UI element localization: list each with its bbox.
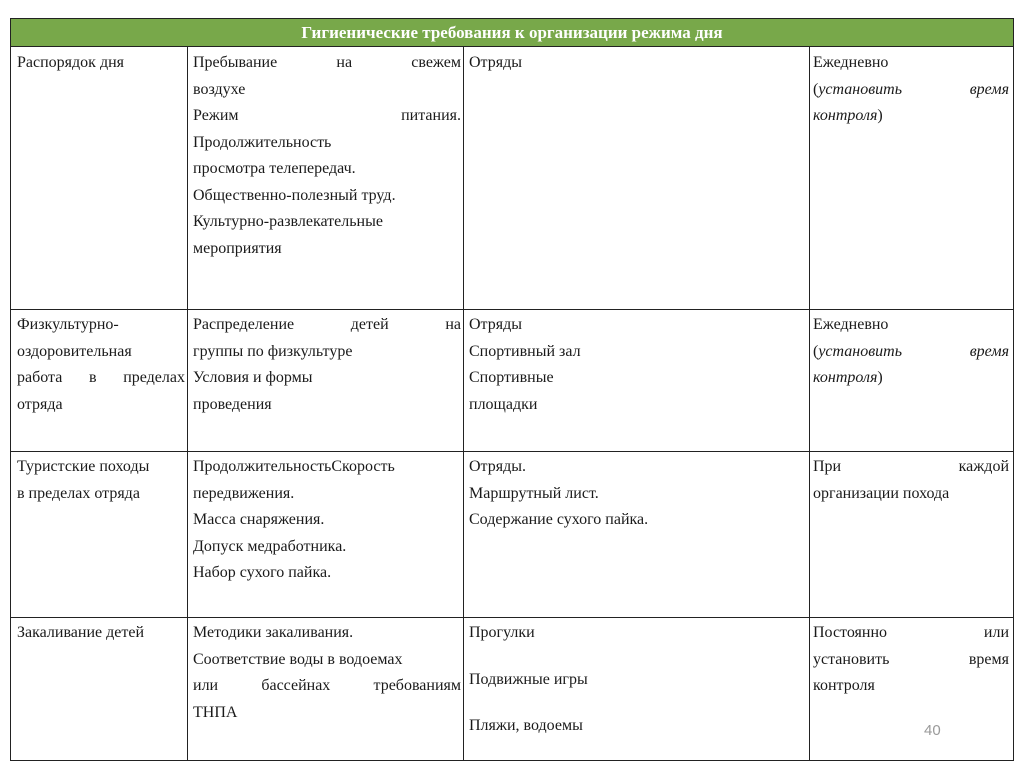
requirements-table [10, 18, 1014, 761]
cell-line: контроля) [813, 107, 883, 124]
cell-line: Спортивный зал [469, 342, 581, 360]
table-title: Гигиенические требования к организации режима дня [11, 19, 1013, 47]
table-cell-requirements [193, 620, 461, 726]
cell-line: отряда [17, 395, 63, 413]
cell-line: Набор сухого пайка. [193, 564, 332, 581]
row-divider [11, 451, 1013, 452]
row-divider [11, 309, 1013, 310]
cell-line: в пределах отряда [17, 484, 140, 502]
table-cell-requirements [193, 454, 461, 587]
cell-line: Масса снаряжения. [193, 511, 325, 528]
cell-line: группы по физкультуре [193, 342, 353, 360]
cell-line-justified: работа в пределах [17, 369, 185, 386]
cell-line: Отряды [469, 54, 522, 71]
cell-line-justified: Распределение детей на [193, 316, 461, 333]
cell-line: Маршрутный лист. [469, 484, 599, 502]
cell-line-justified: (установить время [813, 80, 1009, 98]
table-cell-frequency [813, 620, 1009, 700]
cell-line: передвижения. [193, 484, 295, 502]
column-divider [187, 47, 188, 760]
cell-line: Методики закаливания. [193, 624, 354, 641]
table-cell-frequency [813, 50, 1009, 130]
column-divider [463, 47, 464, 760]
cell-line-justified: (установить время [813, 342, 1009, 360]
cell-line-justified: Пребывание на свежем [193, 54, 461, 71]
table-cell-objects [469, 50, 805, 77]
cell-line: Распорядок дня [17, 54, 124, 71]
table-cell-requirements [193, 312, 461, 418]
cell-line: Ежедневно [813, 54, 889, 71]
table-cell-activity [17, 620, 185, 647]
row-divider [11, 617, 1013, 618]
table-cell-frequency [813, 454, 1009, 507]
cell-line: Допуск медработника. [193, 537, 347, 555]
table-cell-objects [469, 454, 805, 534]
table-cell-objects [469, 312, 805, 418]
cell-line: оздоровительная [17, 342, 132, 360]
cell-line-justified: Режим питания. [193, 107, 461, 124]
column-divider [809, 47, 810, 760]
table-cell-requirements [193, 50, 461, 262]
cell-line: Ежедневно [813, 316, 889, 333]
table-cell-frequency [813, 312, 1009, 392]
cell-line: Туристские походы [17, 458, 150, 475]
cell-line-justified: При каждой [813, 458, 1009, 475]
cell-line: Физкультурно- [17, 316, 119, 333]
cell-line-justified: установить время [813, 650, 1009, 668]
cell-line: проведения [193, 395, 272, 413]
cell-line: Условия и формы [193, 369, 313, 386]
cell-line: контроля) [813, 369, 883, 386]
table-cell-objects [469, 620, 805, 740]
page-number: 40 [924, 722, 941, 739]
cell-line: Общественно-полезный труд. [193, 186, 396, 204]
cell-line-justified: Постоянно или [813, 624, 1009, 641]
cell-line: Отряды. [469, 458, 526, 475]
cell-line: Продолжительность [193, 133, 332, 151]
table-cell-activity [17, 312, 185, 418]
cell-line: Содержание сухого пайка. [469, 511, 649, 528]
cell-line: просмотра телепередач. [193, 160, 356, 177]
cell-line: площадки [469, 395, 538, 413]
cell-line: Отряды [469, 316, 522, 333]
cell-line: мероприятия [193, 239, 282, 257]
cell-line: Спортивные [469, 369, 554, 386]
cell-line: контроля [813, 677, 875, 694]
cell-line-justified: или бассейнах требованиям [193, 677, 461, 694]
table-cell-activity [17, 50, 185, 77]
cell-line: Подвижные игры [469, 670, 588, 688]
cell-line: организации похода [813, 484, 950, 502]
cell-line: Прогулки [469, 624, 535, 641]
cell-line: Пляжи, водоемы [469, 717, 583, 734]
cell-line: Соответствие воды в водоемах [193, 650, 403, 668]
cell-line: Закаливание детей [17, 624, 145, 641]
cell-line: Культурно-развлекательные [193, 213, 383, 230]
table-cell-activity [17, 454, 185, 507]
cell-line: ТНПА [193, 703, 238, 721]
cell-line: ПродолжительностьСкорость [193, 458, 395, 475]
cell-line: воздухе [193, 80, 246, 98]
